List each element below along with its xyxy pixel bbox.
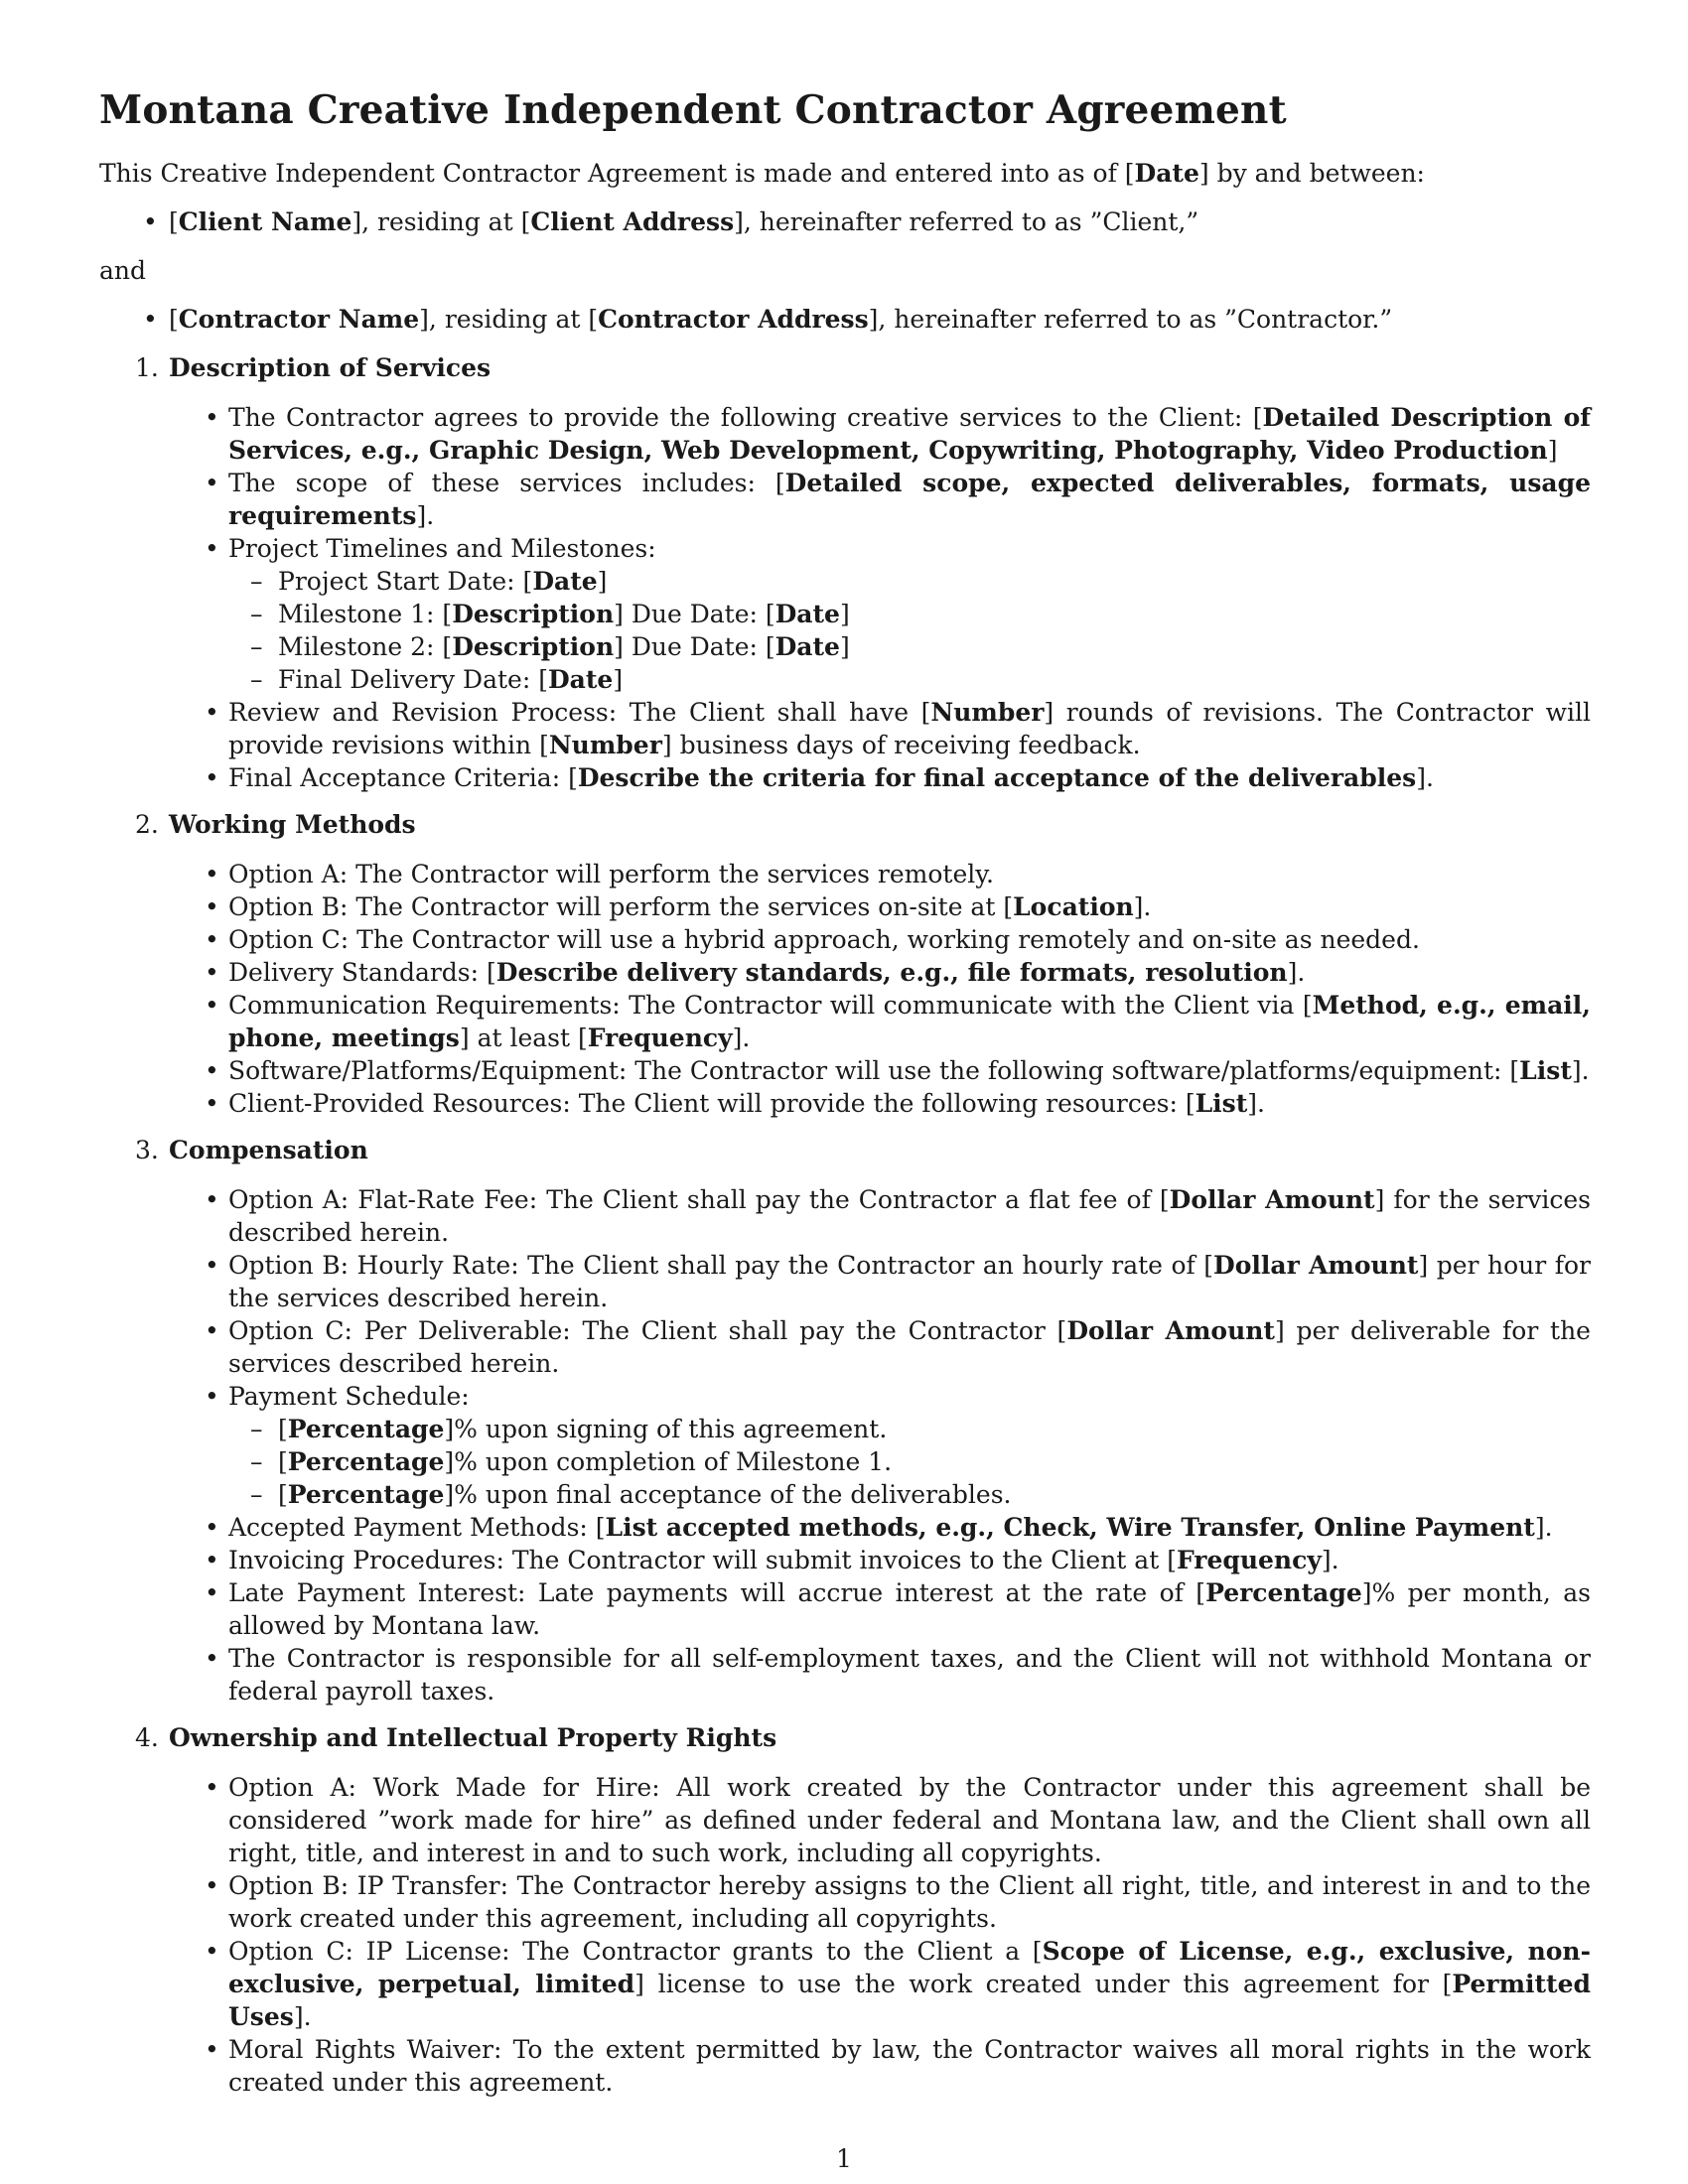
- placeholder: Percentage: [287, 1447, 445, 1476]
- payment-item: [228, 1445, 1591, 1478]
- item-text-end: ] for the services described herein.: [228, 1185, 1591, 1247]
- placeholder: Detailed Description of Services, e.g., Graphic Design, Web Development, Copywriting, Photography, Video Production: [228, 403, 1591, 465]
- section-items: [169, 858, 1591, 1120]
- list-item: • The Contractor is responsible for all self-employment taxes, and the Client will not withhold Montana or federal payroll taxes.: [169, 1642, 1591, 1707]
- contractor-address-placeholder: Contractor Address: [598, 305, 869, 334]
- placeholder: Describe the criteria for final acceptance of the deliverables: [577, 763, 1417, 792]
- list-item: [169, 989, 1591, 1054]
- placeholder: Percentage: [287, 1415, 445, 1443]
- client-name-placeholder: Client Name: [178, 207, 352, 236]
- placeholder: Frequency: [587, 1024, 733, 1052]
- sections-list: [99, 351, 1591, 2099]
- item-text-end: ].: [732, 1024, 751, 1052]
- list-item: [169, 1054, 1591, 1087]
- item-text-end: ].: [1321, 1546, 1339, 1574]
- payment-item: [228, 1478, 1591, 1511]
- bracket: [: [278, 1480, 288, 1509]
- item-text: Project Timelines and Milestones:: [228, 534, 656, 563]
- section-description-of-services: [99, 351, 1591, 794]
- section-title: Ownership and Intellectual Property Rights: [169, 1723, 777, 1752]
- list-item: [169, 1380, 1591, 1511]
- item-text: The Contractor agrees to provide the following creative services to the Client: [: [228, 403, 1263, 432]
- placeholder: Number: [930, 698, 1045, 727]
- placeholder: Date: [774, 600, 840, 628]
- item-text: Option B: Hourly Rate: The Client shall pay the Contractor an hourly rate of [: [228, 1251, 1214, 1280]
- placeholder: Permitted Uses: [228, 1970, 1591, 2031]
- placeholder: Describe delivery standards, e.g., file formats, resolution: [495, 958, 1288, 987]
- item-text-end: ]: [839, 600, 850, 628]
- intro-text: This Creative Independent Contractor Agreement is made and entered into as of [: [99, 159, 1135, 188]
- document-page: [99, 87, 1591, 2099]
- placeholder: Description: [452, 632, 615, 661]
- item-text-end: ]: [613, 665, 624, 694]
- item-text: Option B: The Contractor will perform the services on-site at [: [228, 892, 1014, 921]
- item-text: Payment Schedule:: [228, 1382, 470, 1411]
- section-working-methods: [99, 808, 1591, 1120]
- placeholder: Description: [452, 600, 615, 628]
- item-text-end: ]: [839, 632, 850, 661]
- party-text-end: ], hereinafter referred to as ”Contractor.”: [868, 305, 1393, 334]
- placeholder: Scope of License, e.g., exclusive, non-exclusive, perpetual, limited: [228, 1937, 1591, 1998]
- section-title: Description of Services: [169, 353, 492, 382]
- page-number: 1: [836, 2144, 852, 2173]
- placeholder: Number: [548, 731, 662, 759]
- item-text-end: ]% upon final acceptance of the deliverables.: [444, 1480, 1012, 1509]
- item-text-end: ].: [1534, 1513, 1553, 1542]
- item-text: Accepted Payment Methods: [: [228, 1513, 606, 1542]
- payment-schedule-list: [228, 1413, 1591, 1511]
- placeholder: Dollar Amount: [1066, 1316, 1275, 1345]
- section-items: [169, 1183, 1591, 1707]
- client-party-list: [99, 205, 1591, 238]
- party-text: ], residing at [: [419, 305, 599, 334]
- section-number: 3.: [135, 1136, 159, 1164]
- list-item: [169, 890, 1591, 923]
- item-text-end: ]: [1547, 436, 1558, 465]
- item-text: ] Due Date: [: [614, 632, 775, 661]
- item-text: Late Payment Interest: Late payments will accrue interest at the rate of [: [228, 1578, 1206, 1607]
- section-compensation: [99, 1134, 1591, 1707]
- item-text-end: ].: [1287, 958, 1306, 987]
- item-text-end: ].: [293, 2002, 312, 2031]
- item-text: Option C: IP License: The Contractor grants to the Client a [: [228, 1937, 1043, 1966]
- placeholder: List: [1519, 1056, 1572, 1085]
- item-text: Review and Revision Process: The Client shall have [: [228, 698, 931, 727]
- list-item: [169, 532, 1591, 696]
- bracket: [: [169, 207, 179, 236]
- list-item: [169, 1576, 1591, 1642]
- item-text: ] Due Date: [: [614, 600, 775, 628]
- milestone-item: [228, 565, 1591, 598]
- item-text-end: ]% per month, as allowed by Montana law.: [228, 1578, 1591, 1640]
- list-item: • Option B: IP Transfer: The Contractor hereby assigns to the Client all right, title, and interest in and to the work created under this agreement, including all copyrights.: [169, 1869, 1591, 1935]
- client-party: [99, 205, 1591, 238]
- list-item: [169, 1544, 1591, 1576]
- document-title: Montana Creative Independent Contractor Agreement: [99, 87, 1287, 133]
- placeholder: Location: [1013, 892, 1134, 921]
- item-text: Option C: Per Deliverable: The Client shall pay the Contractor [: [228, 1316, 1067, 1345]
- list-item: [169, 1183, 1591, 1249]
- placeholder: Date: [547, 665, 614, 694]
- item-text-end: ] business days of receiving feedback.: [661, 731, 1141, 759]
- contractor-party-list: [99, 303, 1591, 336]
- list-item: • Option C: The Contractor will use a hybrid approach, working remotely and on-site as needed.: [169, 923, 1591, 956]
- contractor-name-placeholder: Contractor Name: [178, 305, 420, 334]
- item-text: Final Acceptance Criteria: [: [228, 763, 578, 792]
- section-number: 1.: [135, 353, 159, 382]
- intro-date-placeholder: Date: [1134, 159, 1199, 188]
- section-ownership-ip: [99, 1721, 1591, 2099]
- item-text: Milestone 1: [: [278, 600, 453, 628]
- item-text: Invoicing Procedures: The Contractor will submit invoices to the Client at [: [228, 1546, 1177, 1574]
- list-item: [169, 956, 1591, 989]
- item-text: Client-Provided Resources: The Client will provide the following resources: [: [228, 1089, 1196, 1118]
- placeholder: Percentage: [1205, 1578, 1362, 1607]
- milestone-item: [228, 630, 1591, 663]
- item-text: Communication Requirements: The Contractor will communicate with the Client via [: [228, 991, 1313, 1020]
- milestone-list: [228, 565, 1591, 696]
- party-text-end: ], hereinafter referred to as ”Client,”: [734, 207, 1199, 236]
- item-text: ] license to use the work created under this agreement for [: [634, 1970, 1453, 1998]
- list-item: [169, 761, 1591, 794]
- item-text-end: ] per hour for the services described herein.: [228, 1251, 1591, 1312]
- placeholder: List accepted methods, e.g., Check, Wire Transfer, Online Payment: [605, 1513, 1535, 1542]
- placeholder: Frequency: [1176, 1546, 1322, 1574]
- item-text-end: ] per deliverable for the services described herein.: [228, 1316, 1591, 1378]
- milestone-item: [228, 663, 1591, 696]
- item-text: ] rounds of revisions. The Contractor will provide revisions within [: [228, 698, 1591, 759]
- section-items: [169, 1771, 1591, 2099]
- list-item: [169, 1511, 1591, 1544]
- section-title: Working Methods: [169, 810, 416, 839]
- item-text: Option A: Flat-Rate Fee: The Client shall pay the Contractor a flat fee of [: [228, 1185, 1170, 1214]
- list-item: [169, 467, 1591, 532]
- item-text: Software/Platforms/Equipment: The Contractor will use the following software/platforms/equipment: [: [228, 1056, 1520, 1085]
- bracket: [: [169, 305, 179, 334]
- list-item: [169, 401, 1591, 467]
- placeholder: Percentage: [287, 1480, 445, 1509]
- list-item: [169, 1249, 1591, 1314]
- list-item: [169, 1087, 1591, 1120]
- section-number: 2.: [135, 810, 159, 839]
- placeholder: Dollar Amount: [1213, 1251, 1419, 1280]
- item-text-end: ].: [1133, 892, 1152, 921]
- bracket: [: [278, 1447, 288, 1476]
- item-text-end: ].: [1416, 763, 1434, 792]
- placeholder: List: [1195, 1089, 1248, 1118]
- item-text: Final Delivery Date: [: [278, 665, 548, 694]
- placeholder: Dollar Amount: [1169, 1185, 1375, 1214]
- placeholder: Date: [774, 632, 840, 661]
- payment-item: [228, 1413, 1591, 1445]
- item-text-end: ].: [416, 501, 435, 530]
- party-text: ], residing at [: [352, 207, 531, 236]
- list-item: [169, 1935, 1591, 2033]
- intro-text-end: ] by and between:: [1198, 159, 1425, 188]
- placeholder: Date: [532, 567, 598, 596]
- list-item: [169, 696, 1591, 761]
- contractor-party: [99, 303, 1591, 336]
- intro-paragraph: [99, 157, 1591, 190]
- item-text: Milestone 2: [: [278, 632, 453, 661]
- section-title: Compensation: [169, 1136, 368, 1164]
- item-text-end: ]% upon completion of Milestone 1.: [444, 1447, 893, 1476]
- bracket: [: [278, 1415, 288, 1443]
- item-text: Project Start Date: [: [278, 567, 533, 596]
- item-text-end: ]: [597, 567, 608, 596]
- item-text: ] at least [: [459, 1024, 588, 1052]
- item-text: The scope of these services includes: [: [228, 469, 785, 497]
- placeholder: Method, e.g., email, phone, meetings: [228, 991, 1591, 1052]
- item-text-end: ]% upon signing of this agreement.: [444, 1415, 888, 1443]
- list-item: [169, 1314, 1591, 1380]
- item-text-end: ].: [1571, 1056, 1590, 1085]
- list-item: • Moral Rights Waiver: To the extent permitted by law, the Contractor waives all moral rights in the work created under this agreement.: [169, 2033, 1591, 2099]
- section-items: [169, 401, 1591, 794]
- client-address-placeholder: Client Address: [530, 207, 735, 236]
- list-item: • Option A: The Contractor will perform the services remotely.: [169, 858, 1591, 890]
- list-item: • Option A: Work Made for Hire: All work created by the Contractor under this agreement shall be considered ”work made for hire” as defined under federal and Montana law, and the Client shall own all right, title, and interest in and to such work, including all copyrights.: [169, 1771, 1591, 1869]
- milestone-item: [228, 598, 1591, 630]
- item-text: Delivery Standards: [: [228, 958, 496, 987]
- item-text-end: ].: [1247, 1089, 1265, 1118]
- section-number: 4.: [135, 1723, 159, 1752]
- placeholder: Detailed scope, expected deliverables, formats, usage requirements: [228, 469, 1591, 530]
- and-text: and: [99, 256, 147, 285]
